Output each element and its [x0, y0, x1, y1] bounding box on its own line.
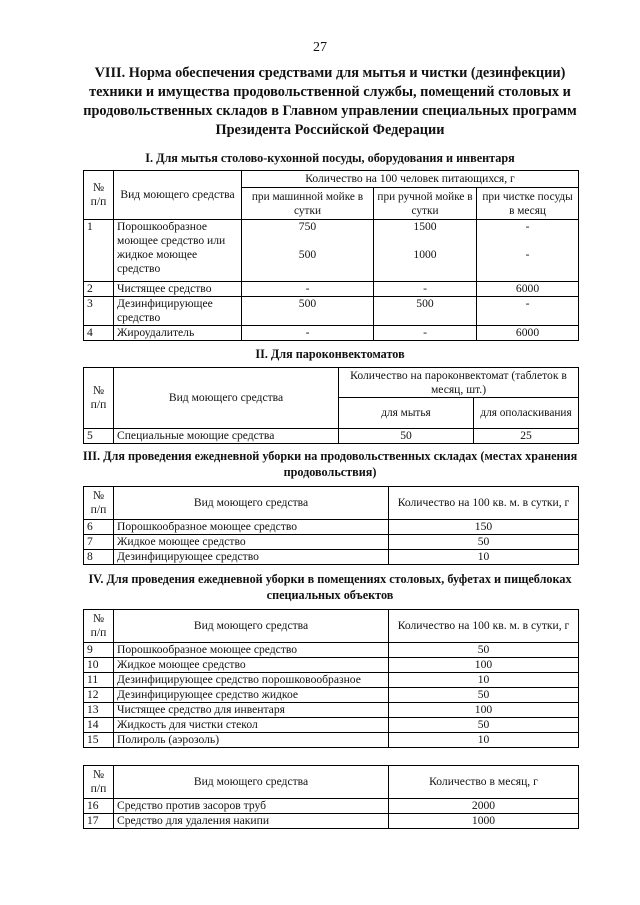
header-num: № п/п [84, 171, 114, 220]
row-num: 13 [84, 703, 114, 718]
row-machine [242, 220, 374, 282]
table-row [84, 658, 579, 673]
row-rinse: 25 [474, 429, 579, 444]
table-row [84, 326, 579, 341]
header-rinse: для ополаскивания [474, 398, 579, 429]
row-num: 6 [84, 520, 114, 535]
header-quantity: Количество на 100 кв. м. в сутки, г [389, 487, 579, 520]
row-num: 5 [84, 429, 114, 444]
row-qty: 10 [389, 673, 579, 688]
row-machine: - [242, 326, 374, 341]
row-name: Порошкообразное моющее средство или жидкое моющее средство [114, 220, 242, 282]
row-name: Дезинфицирующее средство [114, 550, 389, 565]
row-name: Дезинфицирующее средство [114, 297, 242, 326]
row-month: 6000 [477, 282, 579, 297]
header-type: Вид моющего средства [114, 766, 389, 799]
row-name: Дезинфицирующее средство жидкое [114, 688, 389, 703]
row-qty: 50 [389, 643, 579, 658]
row-wash: 50 [339, 429, 474, 444]
section-1-title: I. Для мытья столово-кухонной посуды, оборудования и инвентаря [145, 151, 515, 165]
header-month: при чистке посуды в месяц [477, 188, 579, 220]
table-row [84, 688, 579, 703]
section-2-title: II. Для пароконвектоматов [255, 347, 405, 361]
row-month: - [477, 297, 579, 326]
value-machine: 750 [298, 220, 317, 233]
row-qty: 10 [389, 550, 579, 565]
table-row [84, 520, 579, 535]
header-quantity: Количество на пароконвектомат (таблеток в месяц, шт.) [339, 368, 579, 398]
row-num: 16 [84, 799, 114, 814]
row-name: Порошкообразное моющее средство [114, 520, 389, 535]
row-month [477, 220, 579, 282]
table-row [84, 799, 579, 814]
header-quantity: Количество в месяц, г [389, 766, 579, 799]
row-num: 3 [84, 297, 114, 326]
section-4-title: IV. Для проведения ежедневной уборки в помещениях столовых, буфетах и пищеблоках специальных объектов [88, 572, 572, 602]
header-machine: при машинной мойке в сутки [242, 188, 374, 220]
row-name: Жидкость для чистки стекол [114, 718, 389, 733]
row-qty: 50 [389, 535, 579, 550]
table-row [84, 718, 579, 733]
row-qty: 100 [389, 658, 579, 673]
header-quantity: Количество на 100 кв. м. в сутки, г [389, 610, 579, 643]
row-qty: 1000 [389, 814, 579, 829]
row-month: 6000 [477, 326, 579, 341]
header-type: Вид моющего средства [114, 487, 389, 520]
page-number: 27 [313, 40, 327, 55]
row-num: 14 [84, 718, 114, 733]
header-num: № п/п [84, 487, 114, 520]
table-section-1 [83, 170, 579, 341]
table-row [84, 703, 579, 718]
header-hand: при ручной мойке в сутки [374, 188, 477, 220]
row-num: 11 [84, 673, 114, 688]
row-machine: 500 [242, 297, 374, 326]
header-type: Вид моющего средства [114, 368, 339, 429]
table-row [84, 220, 579, 282]
row-hand: 500 [374, 297, 477, 326]
row-hand: - [374, 282, 477, 297]
row-num: 2 [84, 282, 114, 297]
header-wash: для мытья [339, 398, 474, 429]
header-num: № п/п [84, 610, 114, 643]
row-name: Чистящее средство для инвентаря [114, 703, 389, 718]
table-row [84, 297, 579, 326]
table-row [84, 429, 579, 444]
row-name: Жироудалитель [114, 326, 242, 341]
value-hand-alt: 1000 [413, 248, 437, 261]
row-num: 10 [84, 658, 114, 673]
header-num: № п/п [84, 766, 114, 799]
row-num: 17 [84, 814, 114, 829]
row-hand: - [374, 326, 477, 341]
table-section-2 [83, 367, 579, 444]
row-num: 8 [84, 550, 114, 565]
table-row [84, 643, 579, 658]
table-row [84, 535, 579, 550]
row-num: 4 [84, 326, 114, 341]
header-num: № п/п [84, 368, 114, 429]
page-title: VIII. Норма обеспечения средствами для мытья и чистки (дезинфекции) техники и имущества продовольственной службы, помещений столовых и продовольственных складов в Главном управлении специальных программ Президента Российской Федерации [83, 65, 577, 138]
value-month: - [525, 220, 530, 233]
row-name: Дезинфицирующее средство порошковообразное [114, 673, 389, 688]
row-qty: 50 [389, 718, 579, 733]
table-section-3 [83, 486, 579, 565]
row-qty: 150 [389, 520, 579, 535]
value-machine-alt: 500 [298, 248, 317, 261]
row-num: 9 [84, 643, 114, 658]
header-quantity: Количество на 100 человек питающихся, г [242, 171, 579, 188]
value-hand: 1500 [413, 220, 437, 233]
row-name: Жидкое моющее средство [114, 535, 389, 550]
table-section-4 [83, 609, 579, 748]
section-3-title: III. Для проведения ежедневной уборки на продовольственных складах (местах хранения продовольствия) [82, 449, 578, 479]
value-month-alt: - [525, 248, 530, 261]
row-num: 7 [84, 535, 114, 550]
header-type: Вид моющего средства [114, 171, 242, 220]
header-type: Вид моющего средства [114, 610, 389, 643]
table-section-5 [83, 765, 579, 829]
row-name: Порошкообразное моющее средство [114, 643, 389, 658]
row-name: Специальные моющие средства [114, 429, 339, 444]
table-row [84, 550, 579, 565]
table-row [84, 814, 579, 829]
row-qty: 10 [389, 733, 579, 748]
row-num: 1 [84, 220, 114, 282]
table-row [84, 282, 579, 297]
row-name: Средство для удаления накипи [114, 814, 389, 829]
row-name: Средство против засоров труб [114, 799, 389, 814]
row-name: Жидкое моющее средство [114, 658, 389, 673]
row-num: 15 [84, 733, 114, 748]
table-row [84, 673, 579, 688]
table-row [84, 733, 579, 748]
row-name: Полироль (аэрозоль) [114, 733, 389, 748]
row-name: Чистящее средство [114, 282, 242, 297]
row-qty: 2000 [389, 799, 579, 814]
row-machine: - [242, 282, 374, 297]
row-qty: 50 [389, 688, 579, 703]
row-hand [374, 220, 477, 282]
row-qty: 100 [389, 703, 579, 718]
row-num: 12 [84, 688, 114, 703]
